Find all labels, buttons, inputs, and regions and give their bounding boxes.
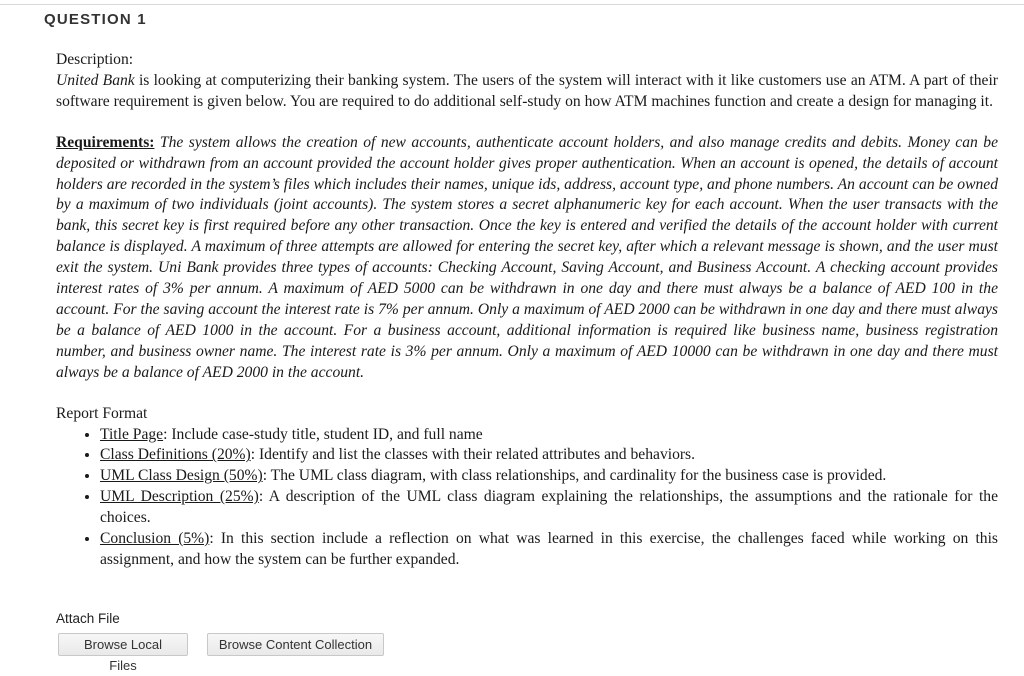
report-item-title: UML Description (25%): [100, 488, 259, 506]
description-text: [56, 71, 998, 113]
list-item: [100, 445, 998, 466]
description-label: Description:: [56, 51, 134, 68]
report-item-text: : Identify and list the classes with their related attributes and behaviors.: [250, 446, 696, 464]
top-divider: [0, 4, 1024, 5]
list-item: [100, 487, 998, 529]
report-item-title: Class Definitions (20%): [100, 446, 251, 464]
report-item-text: : The UML class diagram, with class relationships, and cardinality for the business case is provided.: [262, 467, 887, 485]
requirements-text: The system allows the creation of new accounts, authenticate account holders, and also manage credits and debits. Money can be deposited or withdrawn from an account provided the account holder gives proper authentication. When an account is opened, the details of account holders are recorded in the system’s files which includes their names, unique ids, address, account type, and phone numbers. An account can be owned by a maximum of two individuals (joint accounts). The system stores a secret alphanumeric key for each account. When the user transacts with the bank, this secret key is first required before any other transaction. Once the key is entered and verified the details of the account holder with current balance is displayed. A maximum of three attempts are allowed for entering the secret key, after which a relevant message is shown, and the user must exit the system. Uni Bank provides three types of accounts: Checking Account, Saving Account, and Business Account. A checking account provides interest rates of 3% per annum. A maximum of AED 5000 can be withdrawn in one day and there must always be a balance of AED 100 in the account. For the saving account the interest rate is 7% per annum. Only a maximum of AED 2000 can be withdrawn in one day and there must always be a balance of AED 1000 in the account. For a business account, additional information is required like business name, business registration number, and business owner name. The interest rate is 3% per annum. Only a maximum of AED 10000 can be withdrawn in one day and there must always be a balance of AED 2000 in the account.: [56, 133, 998, 381]
requirements-paragraph: [56, 133, 998, 384]
question-heading: QUESTION 1: [44, 11, 147, 28]
report-item-title: Conclusion (5%): [100, 530, 210, 548]
question-body: [56, 50, 998, 571]
bank-name: United Bank: [56, 71, 135, 89]
report-item-text: : A description of the UML class diagram explaining the relationships, the assumptions and the rationale for the choices.: [100, 488, 999, 527]
list-item: [100, 529, 998, 571]
report-item-text: : In this section include a reflection on what was learned in this exercise, the challenges faced while working on this assignment, and how the system can be further expanded.: [100, 530, 998, 568]
description-body: is looking at computerizing their banking system. The users of the system will interact with it like customers use an ATM. A part of their software requirement is given below. You are required to do additional self-study on how ATM machines function and create a design for managing it.: [56, 71, 998, 110]
list-item: [100, 425, 998, 446]
report-item-text: : Include case-study title, student ID, and full name: [163, 425, 483, 443]
report-format-list: [56, 425, 998, 571]
requirements-label: Requirements:: [56, 133, 155, 151]
attach-file-label: Attach File: [56, 611, 120, 626]
browse-local-files-button[interactable]: Browse Local Files: [58, 633, 188, 656]
report-format-label: Report Format: [56, 404, 148, 422]
list-item: [100, 466, 998, 487]
browse-content-collection-button[interactable]: Browse Content Collection: [207, 633, 384, 656]
report-item-title: UML Class Design (50%): [100, 467, 263, 485]
report-item-title: Title Page: [100, 425, 164, 443]
